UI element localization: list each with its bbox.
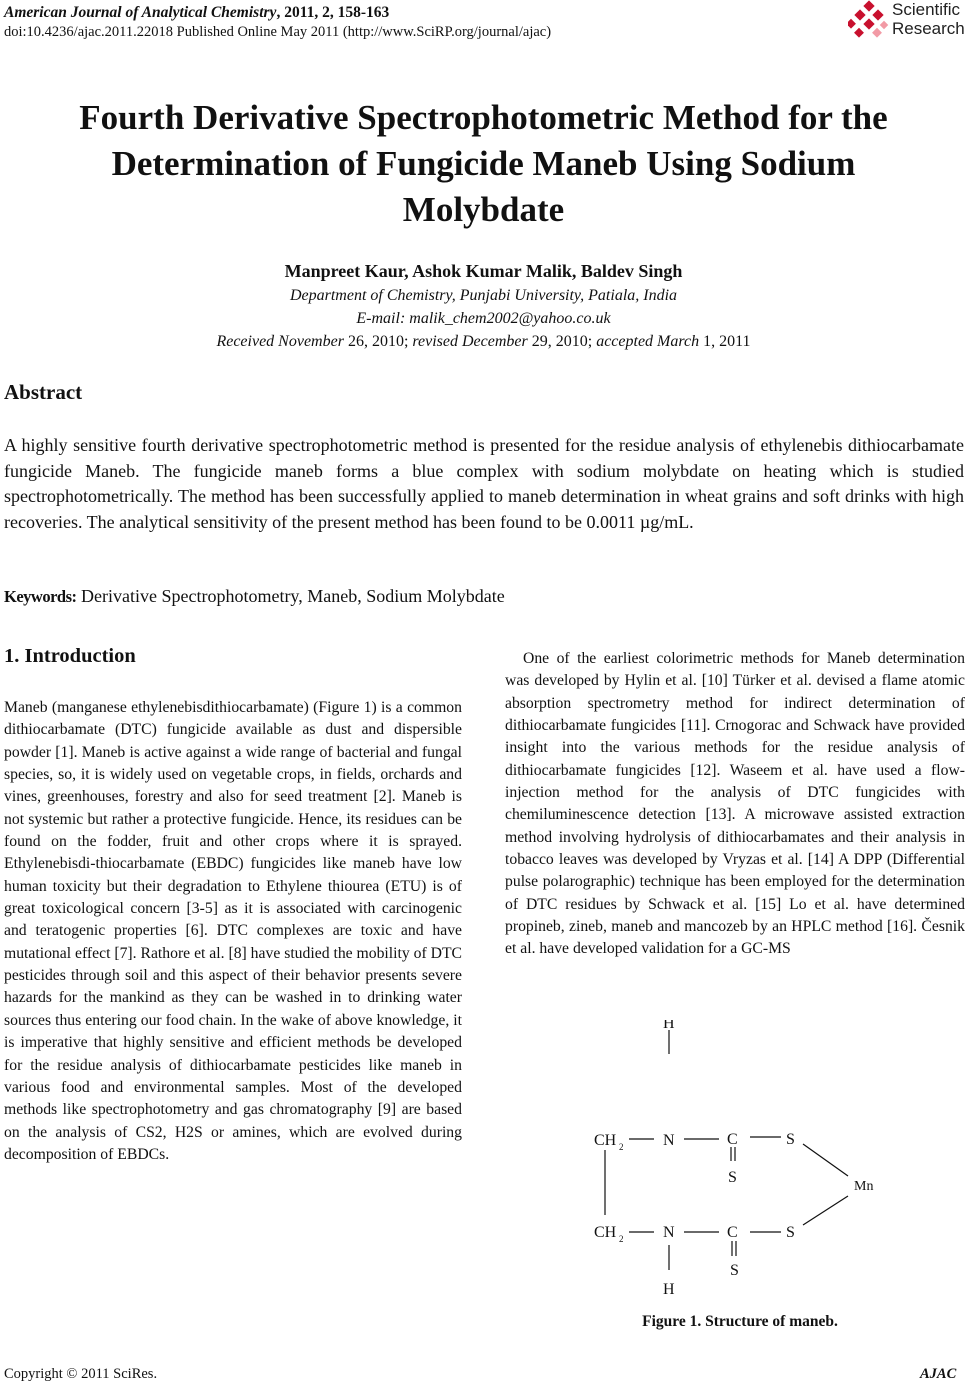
paper-title <box>0 95 967 233</box>
atom-c-top: C <box>727 1131 738 1148</box>
keywords-label: Keywords: <box>4 587 77 606</box>
title-line-3: Molybdate <box>402 190 565 229</box>
atom-h-top: H <box>663 1020 675 1032</box>
atom-h-bottom: H <box>663 1281 675 1298</box>
email: E-mail: malik_chem2002@yahoo.co.uk <box>356 310 611 327</box>
accepted-date: 1, 2011 <box>699 333 751 350</box>
atom-c-bottom: C <box>727 1224 738 1241</box>
title-line-1: Fourth Derivative Spectrophotometric Method for the <box>79 98 888 137</box>
bond-s-mn-top <box>803 1144 848 1176</box>
doi-line: doi:10.4236/ajac.2011.22018 Published Online May 2011 (http://www.SciRP.org/journal/ajac) <box>4 24 552 40</box>
received-date: 26, 2010; <box>343 333 413 350</box>
revised-date: 29, 2010; <box>527 333 597 350</box>
bond-s-mn-bottom <box>803 1196 848 1225</box>
intro-left-column: Maneb (manganese ethylenebisdithiocarbamate) (Figure 1) is a common dithiocarbamate (DTC) fungicide available as dust and dispersible powder [1]. Maneb is active against a wide range of bacterial and fungal species, so, it is widely used on vegetable crops, in fields, orchards and vines, greenhouses, forestry and also for seed treatment [2]. Maneb is not systemic but rather a protective fungicide. Hence, its residues can be found on the fodder, fruit and other crops where it is sprayed. Ethylenebisdi-thiocarbamate (EBDC) fungicides like maneb have low human toxicity but their degradation to Ethylene thiourea (ETU) is of great toxicological concern [3-5] as it is associated with carcinogenic and teratogenic properties [6]. DTC complexes are toxic and have mutational effect [7]. Rathore et al. [8] have studied the mobility of DTC pesticides through soil and this aspect of their behavior presents severe hazards for the mankind as they can be washed in to drinking water sources thus entering our food chain. In the wake of above knowledge, it is imperative that highly sensitive and efficient methods be developed for the residue analysis of dithiocarbamate pesticides like maneb in various food and environmental samples. Most of the developed methods like spectrophotometry and gas chromatography [9] are based on the analysis of CS2, H2S or amines, which are evolved during decomposition of EBDCs. <box>4 699 463 1163</box>
atom-s-bottom-right: S <box>786 1224 795 1241</box>
keywords-list: Derivative Spectrophotometry, Maneb, Sodium Molybdate <box>76 586 505 606</box>
atom-n-bottom: N <box>663 1224 675 1241</box>
publisher-logo <box>848 0 967 44</box>
atom-ch-top: CH <box>594 1132 617 1149</box>
section-heading-introduction: 1. Introduction <box>4 645 136 667</box>
logo-icon <box>848 0 892 44</box>
maneb-structure-diagram <box>590 1020 890 1310</box>
atom-s-bottom-double: S <box>730 1262 739 1279</box>
figure-maneb-structure <box>590 1020 890 1310</box>
authors: Manpreet Kaur, Ashok Kumar Malik, Baldev Singh <box>284 261 683 281</box>
journal-name: American Journal of Analytical Chemistry <box>4 4 277 21</box>
journal-abbreviation: AJAC <box>920 1366 957 1382</box>
affiliation: Department of Chemistry, Punjabi University, Patiala, India <box>289 287 678 304</box>
keywords <box>4 586 505 607</box>
copyright: Copyright © 2011 SciRes. <box>4 1366 158 1382</box>
atom-s-top-double: S <box>728 1169 737 1186</box>
accepted-label: accepted March <box>596 333 700 350</box>
abstract-heading: Abstract <box>4 380 83 404</box>
revised-label: revised December <box>412 333 528 350</box>
atom-s-top-right: S <box>786 1131 795 1148</box>
journal-volume: , 2011, 2, 158-163 <box>276 4 390 21</box>
atom-sub2-top: 2 <box>619 1142 624 1152</box>
journal-header <box>4 4 389 22</box>
logo-line2: Research <box>892 19 965 38</box>
received-label: Received November <box>216 333 344 350</box>
title-line-2: Determination of Fungicide Maneb Using Sodium <box>111 144 856 183</box>
atom-mn: Mn <box>854 1179 874 1194</box>
atom-ch-bottom: CH <box>594 1224 617 1241</box>
atom-sub2-bottom: 2 <box>619 1234 624 1244</box>
atom-n-top: N <box>663 1132 675 1149</box>
abstract-text: A highly sensitive fourth derivative spectrophotometric method is presented for the residue analysis of ethylenebis dithiocarbamate fungicide Maneb. The fungicide maneb forms a blue complex with sodium molybdate on heating which is studied spectrophotometrically. The method has been successfully applied to maneb determination in wheat grains and soft drinks with high recoveries. The analytical sensitivity of the present method has been found to be 0.0011 µg/mL. <box>4 435 964 532</box>
intro-right-column: One of the earliest colorimetric methods for Maneb determination was developed by Hylin et al. [10] Türker et al. devised a flame atomic absorption spectrometry method for indirect determination of dithiocarbamate fungicides [11]. Crnogorac and Schwack have provided insight into the various methods for the residue analysis of dithiocarbamate fungicides [12]. Waseem et al. have used a flow-injection method for the analysis of DTC fungicides with chemiluminescence detection [13]. A microwave assisted extraction method involving hydrolysis of dithiocarbamates and their analysis in tobacco leaves was developed by Vryzas et al. [14] A DPP (Differential pulse polarographic) technique has been employed for the determination of DTC residues by Schwack et al. [15] Lo et al. have determined propineb, zineb, maneb and mancozeb by an HPLC method [16]. Česnik et al. have developed validation for a GC-MS <box>505 650 965 958</box>
received-dates <box>0 333 967 351</box>
logo-line1: Scientific <box>892 0 961 19</box>
figure-caption: Figure 1. Structure of maneb. <box>642 1313 838 1330</box>
